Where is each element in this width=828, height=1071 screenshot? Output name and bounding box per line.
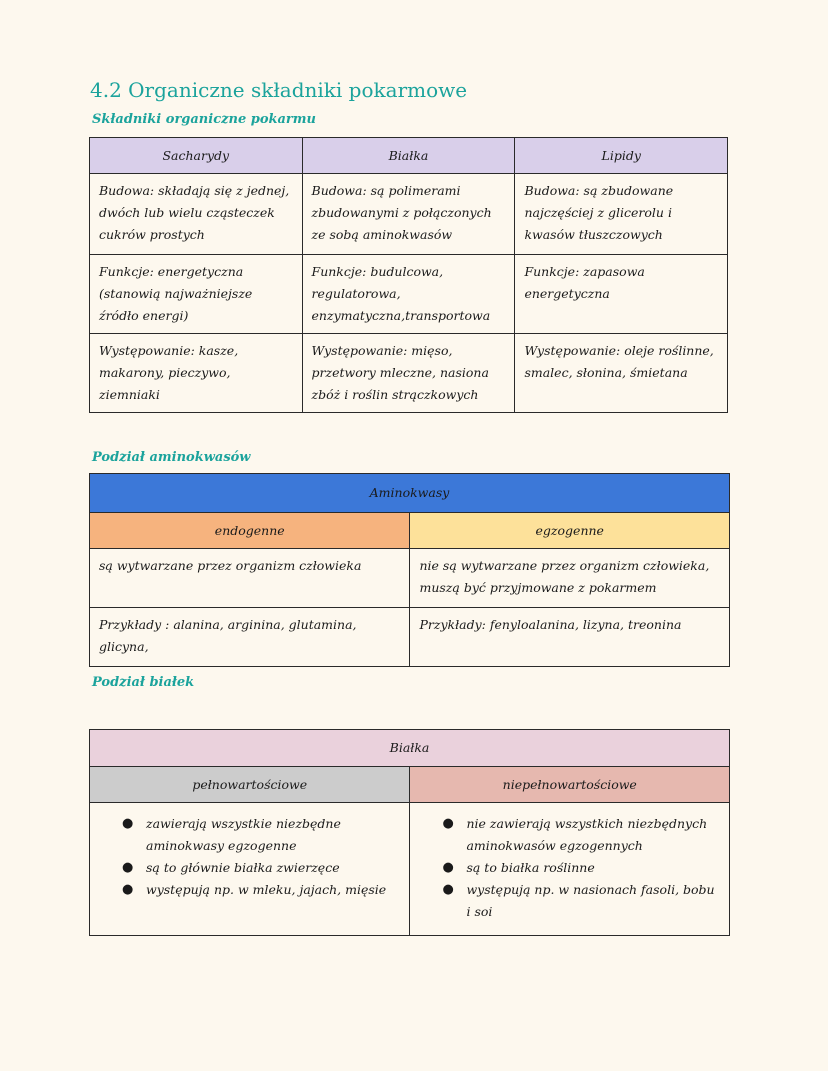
col-header-pelnowartosciowe: pełnowartościowe	[90, 767, 410, 803]
table-row	[90, 549, 730, 608]
col-header-bialka: Białka	[302, 138, 515, 174]
proteins-title: Białka	[90, 730, 730, 767]
table-cell: Występowanie: kasze, makarony, pieczywo, ziemniaki	[90, 334, 303, 413]
amino-title: Aminokwasy	[90, 474, 730, 513]
table-cell: Budowa: składają się z jednej, dwóch lub wielu cząsteczek cukrów prostych	[90, 174, 303, 255]
section-title: 4.2 Organiczne składniki pokarmowe	[90, 78, 468, 102]
list-item-text: występują np. w nasionach fasoli, bobu i soi	[466, 882, 715, 919]
table-row	[90, 803, 730, 936]
proteins-heading: Podział białek	[92, 675, 195, 690]
table-cell: Przykłady: fenyloalanina, lizyna, treonina	[410, 608, 730, 667]
list-item	[442, 879, 719, 923]
bullet-icon: ●	[122, 882, 134, 897]
list-item-text: są to białka roślinne	[466, 860, 595, 875]
table-row	[90, 608, 730, 667]
table-cell: są wytwarzane przez organizm człowieka	[90, 549, 410, 608]
table-cell	[410, 803, 730, 936]
nutrients-table	[89, 137, 728, 413]
col-header-lipidy: Lipidy	[515, 138, 728, 174]
list-item	[122, 857, 399, 879]
table-cell: nie są wytwarzane przez organizm człowieka, muszą być przyjmowane z pokarmem	[410, 549, 730, 608]
bullet-list	[100, 813, 399, 901]
table-cell: Przykłady : alanina, arginina, glutamina, glicyna,	[90, 608, 410, 667]
bullet-icon: ●	[122, 816, 134, 831]
list-item-text: zawierają wszystkie niezbędne aminokwasy egzogenne	[146, 816, 341, 853]
list-item	[122, 813, 399, 857]
table-row	[90, 174, 728, 255]
nutrients-heading: Składniki organiczne pokarmu	[92, 112, 316, 127]
list-item	[442, 813, 719, 857]
col-header-niepelnowartosciowe: niepełnowartościowe	[410, 767, 730, 803]
col-header-sacharydy: Sacharydy	[90, 138, 303, 174]
table-cell: Funkcje: budulcowa, regulatorowa, enzymatyczna,transportowa	[302, 255, 515, 334]
bullet-icon: ●	[442, 860, 454, 875]
list-item	[442, 857, 719, 879]
list-item-text: nie zawierają wszystkich niezbędnych aminokwasów egzogennych	[466, 816, 708, 853]
table-cell: Budowa: są polimerami zbudowanymi z połączonych ze sobą aminokwasów	[302, 174, 515, 255]
list-item	[122, 879, 399, 901]
proteins-table	[89, 729, 730, 936]
bullet-icon: ●	[442, 816, 454, 831]
amino-heading: Podział aminokwasów	[92, 450, 251, 465]
bullet-icon: ●	[442, 882, 454, 897]
table-row	[90, 255, 728, 334]
table-cell	[90, 803, 410, 936]
table-row	[90, 334, 728, 413]
table-cell: Funkcje: zapasowa energetyczna	[515, 255, 728, 334]
col-header-egzogenne: egzogenne	[410, 513, 730, 549]
col-header-endogenne: endogenne	[90, 513, 410, 549]
table-cell: Występowanie: mięso, przetwory mleczne, nasiona zbóż i roślin strączkowych	[302, 334, 515, 413]
table-cell: Funkcje: energetyczna (stanowią najważniejsze źródło energi)	[90, 255, 303, 334]
bullet-icon: ●	[122, 860, 134, 875]
table-cell: Występowanie: oleje roślinne, smalec, słonina, śmietana	[515, 334, 728, 413]
bullet-list	[420, 813, 719, 923]
list-item-text: występują np. w mleku, jajach, mięsie	[146, 882, 387, 897]
list-item-text: są to głównie białka zwierzęce	[146, 860, 340, 875]
table-cell: Budowa: są zbudowane najczęściej z glicerolu i kwasów tłuszczowych	[515, 174, 728, 255]
amino-table	[89, 473, 730, 667]
